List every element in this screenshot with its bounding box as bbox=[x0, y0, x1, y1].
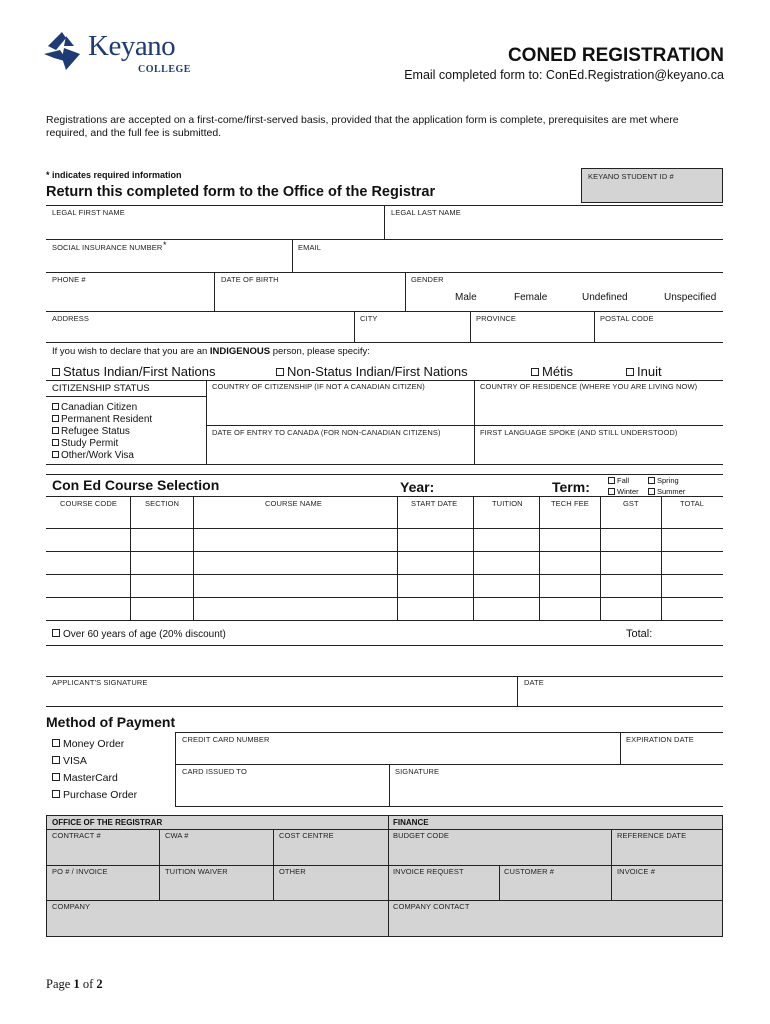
gender-option-male[interactable]: Male bbox=[455, 292, 477, 303]
keyano-logo-mark bbox=[42, 28, 86, 76]
expiry-label: EXPIRATION DATE bbox=[626, 735, 694, 744]
indigenous-option-status-label: Status Indian/First Nations bbox=[63, 364, 216, 379]
checkbox-icon[interactable] bbox=[52, 427, 59, 434]
gender-option-female[interactable]: Female bbox=[514, 292, 548, 303]
over60-label: Over 60 years of age (20% discount) bbox=[63, 629, 226, 640]
city-field[interactable] bbox=[355, 312, 470, 342]
sin-label: SOCIAL INSURANCE NUMBER bbox=[52, 243, 163, 252]
gender-option-undefined[interactable]: Undefined bbox=[582, 292, 628, 303]
legal-last-name-field[interactable] bbox=[385, 206, 723, 239]
citizenship-options bbox=[52, 402, 152, 462]
email-field[interactable] bbox=[293, 240, 723, 272]
citizenship-option-label: Refugee Status bbox=[61, 426, 130, 437]
page-current: 1 bbox=[73, 977, 80, 991]
indigenous-suffix: person, please specify: bbox=[270, 346, 370, 357]
checkbox-icon[interactable] bbox=[648, 488, 655, 495]
tuition-waiver-label: TUITION WAIVER bbox=[165, 867, 228, 876]
year-label: Year: bbox=[400, 479, 435, 495]
col-start-date: START DATE bbox=[411, 499, 458, 508]
indigenous-option-status[interactable] bbox=[52, 364, 215, 379]
col-tech-fee: TECH FEE bbox=[551, 499, 589, 508]
term-summer-label: Summer bbox=[657, 487, 686, 496]
term-fall[interactable] bbox=[608, 476, 629, 485]
col-tuition: TUITION bbox=[492, 499, 523, 508]
citizenship-option-other[interactable] bbox=[52, 450, 152, 462]
invoice-label: INVOICE # bbox=[617, 867, 655, 876]
payment-mastercard[interactable] bbox=[52, 772, 137, 789]
citizenship-option-label: Permanent Resident bbox=[61, 414, 153, 425]
payment-method-label: VISA bbox=[63, 755, 87, 767]
return-title: Return this completed form to the Office of the Registrar bbox=[46, 184, 436, 200]
citizenship-option-label: Study Permit bbox=[61, 438, 119, 449]
payment-signature-field[interactable] bbox=[390, 765, 723, 806]
signature-date-label: DATE bbox=[524, 678, 544, 687]
expiry-field[interactable] bbox=[621, 733, 723, 764]
indigenous-prefix: If you wish to declare that you are an bbox=[52, 346, 210, 357]
signature-date-field[interactable] bbox=[518, 677, 723, 706]
student-id-field[interactable] bbox=[581, 168, 723, 203]
course-row[interactable] bbox=[47, 575, 723, 597]
date-entry-field[interactable] bbox=[207, 426, 474, 464]
applicant-signature-field[interactable] bbox=[46, 677, 517, 706]
col-total: TOTAL bbox=[680, 499, 704, 508]
dob-field[interactable] bbox=[215, 273, 405, 311]
first-language-field[interactable] bbox=[475, 426, 723, 464]
course-row[interactable] bbox=[47, 598, 723, 620]
checkbox-icon[interactable] bbox=[52, 368, 60, 376]
term-spring[interactable] bbox=[648, 476, 679, 485]
po-invoice-label: PO # / INVOICE bbox=[52, 867, 108, 876]
term-summer[interactable] bbox=[648, 487, 685, 496]
indigenous-bold: INDIGENOUS bbox=[209, 346, 271, 357]
indigenous-option-metis[interactable] bbox=[531, 364, 573, 379]
course-row[interactable] bbox=[47, 529, 723, 551]
cwa-label: CWA # bbox=[165, 831, 189, 840]
checkbox-icon[interactable] bbox=[52, 451, 59, 458]
card-number-field[interactable] bbox=[176, 733, 620, 764]
office-registrar-label: OFFICE OF THE REGISTRAR bbox=[52, 818, 163, 827]
postal-code-field[interactable] bbox=[595, 312, 723, 342]
payment-money-order[interactable] bbox=[52, 738, 137, 755]
country-citizenship-field[interactable] bbox=[207, 381, 474, 425]
keyano-logo-name: Keyano bbox=[88, 30, 176, 62]
address-field[interactable] bbox=[46, 312, 354, 342]
email-instruction: Email completed form to: ConEd.Registration@keyano.ca bbox=[404, 68, 724, 82]
checkbox-icon[interactable] bbox=[531, 368, 539, 376]
checkbox-icon[interactable] bbox=[52, 773, 60, 781]
term-winter[interactable] bbox=[608, 487, 639, 496]
company-label: COMPANY bbox=[52, 902, 91, 911]
checkbox-icon[interactable] bbox=[648, 477, 655, 484]
first-language-label: FIRST LANGUAGE SPOKE (AND STILL UNDERSTOOD) bbox=[480, 428, 678, 437]
payment-method-label: MasterCard bbox=[63, 772, 118, 784]
legal-first-name-label: LEGAL FIRST NAME bbox=[52, 208, 125, 217]
legal-first-name-field[interactable] bbox=[46, 206, 384, 239]
col-course-name: COURSE NAME bbox=[265, 499, 322, 508]
company-contact-label: COMPANY CONTACT bbox=[393, 902, 470, 911]
gender-option-unspecified[interactable]: Unspecified bbox=[664, 292, 717, 303]
country-citizenship-label: COUNTRY OF CITIZENSHIP (IF NOT A CANADIAN CITIZEN) bbox=[212, 382, 425, 391]
payment-visa[interactable] bbox=[52, 755, 137, 772]
budget-code-label: BUDGET CODE bbox=[393, 831, 449, 840]
checkbox-icon[interactable] bbox=[52, 439, 59, 446]
card-issued-field[interactable] bbox=[176, 765, 389, 806]
page-number bbox=[46, 977, 103, 992]
card-issued-label: CARD ISSUED TO bbox=[182, 767, 247, 776]
country-residence-field[interactable] bbox=[475, 381, 723, 425]
total-label: Total: bbox=[626, 628, 653, 640]
invoice-request-label: INVOICE REQUEST bbox=[393, 867, 464, 876]
checkbox-icon[interactable] bbox=[52, 790, 60, 798]
indigenous-option-non-status[interactable] bbox=[276, 364, 468, 379]
citizenship-option-study[interactable] bbox=[52, 438, 152, 450]
checkbox-icon[interactable] bbox=[52, 739, 60, 747]
payment-method-label: Purchase Order bbox=[63, 789, 138, 801]
sin-field[interactable] bbox=[46, 240, 292, 272]
checkbox-icon[interactable] bbox=[276, 368, 284, 376]
phone-field[interactable] bbox=[46, 273, 214, 311]
phone-label: PHONE # bbox=[52, 275, 86, 284]
cost-centre-label: COST CENTRE bbox=[279, 831, 334, 840]
gender-label: GENDER bbox=[411, 275, 444, 284]
indigenous-option-non-status-label: Non-Status Indian/First Nations bbox=[287, 364, 468, 379]
citizenship-title: CITIZENSHIP STATUS bbox=[52, 383, 150, 394]
indigenous-option-inuit[interactable] bbox=[626, 364, 662, 379]
intro-text: Registrations are accepted on a first-come/first-served basis, provided that the application form is complete, prerequisites are met where required, and the full fee is submitted. bbox=[46, 114, 679, 139]
student-id-label: KEYANO STUDENT ID # bbox=[588, 172, 674, 181]
date-entry-label: DATE OF ENTRY TO CANADA (FOR NON-CANADIAN CITIZENS) bbox=[212, 428, 441, 437]
payment-signature-label: SIGNATURE bbox=[395, 767, 440, 776]
page-of: of bbox=[79, 977, 97, 991]
page-total: 2 bbox=[96, 977, 103, 991]
card-number-label: CREDIT CARD NUMBER bbox=[182, 735, 270, 744]
checkbox-icon[interactable] bbox=[52, 756, 60, 764]
sin-required-star: * bbox=[163, 240, 167, 250]
term-winter-label: Winter bbox=[617, 487, 639, 496]
citizenship-option-label: Canadian Citizen bbox=[61, 402, 138, 413]
province-label: PROVINCE bbox=[476, 314, 516, 323]
citizenship-option-canadian[interactable] bbox=[52, 402, 152, 414]
reference-date-label: REFERENCE DATE bbox=[617, 831, 687, 840]
contract-label: CONTRACT # bbox=[52, 831, 101, 840]
dob-label: DATE OF BIRTH bbox=[221, 275, 279, 284]
col-course-code: COURSE CODE bbox=[60, 499, 117, 508]
address-label: ADDRESS bbox=[52, 314, 89, 323]
province-field[interactable] bbox=[471, 312, 594, 342]
term-label: Term: bbox=[552, 479, 590, 495]
required-note: * indicates required information bbox=[46, 170, 182, 180]
over60-discount[interactable] bbox=[52, 629, 226, 640]
indigenous-option-inuit-label: Inuit bbox=[637, 364, 662, 379]
checkbox-icon[interactable] bbox=[52, 629, 60, 637]
checkbox-icon[interactable] bbox=[608, 488, 615, 495]
payment-purchase-order[interactable] bbox=[52, 789, 137, 806]
legal-last-name-label: LEGAL LAST NAME bbox=[391, 208, 461, 217]
office-finance-label: FINANCE bbox=[393, 818, 429, 827]
course-title: Con Ed Course Selection bbox=[52, 477, 220, 493]
postal-code-label: POSTAL CODE bbox=[600, 314, 654, 323]
customer-label: CUSTOMER # bbox=[504, 867, 555, 876]
citizenship-option-refugee[interactable] bbox=[52, 426, 152, 438]
payment-methods bbox=[52, 738, 137, 806]
page-word: Page bbox=[46, 977, 74, 991]
citizenship-option-permanent[interactable] bbox=[52, 414, 152, 426]
applicant-signature-label: APPLICANT'S SIGNATURE bbox=[52, 678, 148, 687]
indigenous-prompt bbox=[52, 346, 370, 357]
keyano-logo-sub: COLLEGE bbox=[138, 64, 191, 75]
course-row[interactable] bbox=[47, 552, 723, 574]
country-residence-label: COUNTRY OF RESIDENCE (WHERE YOU ARE LIVING NOW) bbox=[480, 382, 698, 391]
keyano-logo bbox=[42, 28, 202, 78]
checkbox-icon[interactable] bbox=[52, 403, 59, 410]
city-label: CITY bbox=[360, 314, 378, 323]
checkbox-icon[interactable] bbox=[626, 368, 634, 376]
col-section: SECTION bbox=[145, 499, 180, 508]
form-title: CONED REGISTRATION bbox=[507, 45, 724, 66]
checkbox-icon[interactable] bbox=[52, 415, 59, 422]
email-label: EMAIL bbox=[298, 243, 322, 252]
checkbox-icon[interactable] bbox=[608, 477, 615, 484]
gender-field bbox=[406, 273, 723, 311]
payment-method-label: Money Order bbox=[63, 738, 125, 750]
citizenship-option-label: Other/Work Visa bbox=[61, 450, 134, 461]
other-label: OTHER bbox=[279, 867, 306, 876]
term-fall-label: Fall bbox=[617, 476, 630, 485]
col-gst: GST bbox=[623, 499, 639, 508]
payment-title: Method of Payment bbox=[46, 714, 176, 730]
indigenous-option-metis-label: Métis bbox=[542, 364, 574, 379]
term-spring-label: Spring bbox=[657, 476, 679, 485]
